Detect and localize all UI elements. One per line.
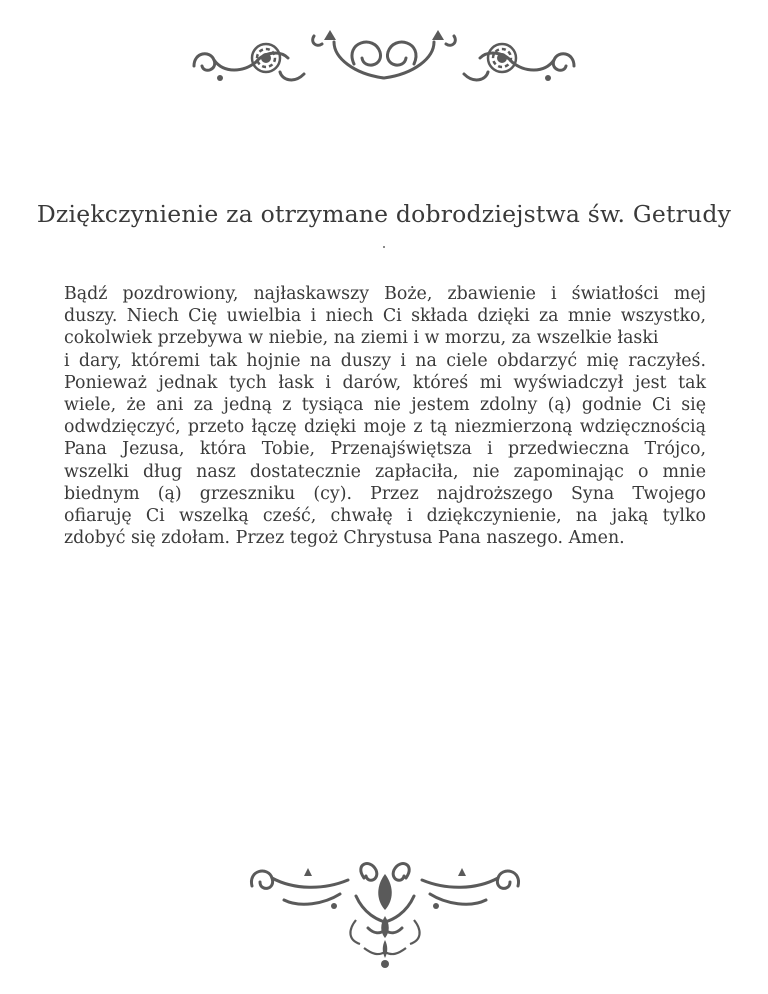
floral-drop-ornament-icon [244, 860, 526, 970]
text-line: cokolwiek przebywa w niebie, na ziemi i w morzu, za wszelkie łaski [64, 328, 659, 349]
text-line: wszelki dług nasz dostatecznie zapłaciła, nie zapominając o mnie [64, 461, 706, 482]
text-line: i dary, któremi tak hojnie na duszy i na ciele obdarzyć mię raczyłeś. [64, 350, 706, 371]
text-line: Bądź pozdrowiony, najłaskawszy Boże, zbawienie i światłości mej [64, 284, 706, 304]
text-line: odwdzięczyć, przeto łączę dzięki moje z tą niezmierzoną wdzięcznością [64, 417, 706, 438]
prayer-text [64, 283, 706, 549]
text-line: Ponieważ jednak tych łask i darów, któreś mi wyświadczył jest tak [64, 372, 706, 393]
text-line: ofiaruję Ci wszelką cześć, chwałę i dziękczynienie, na jaką tylko [64, 506, 706, 527]
divider-dot [383, 246, 385, 248]
text-line: Pana Jezusa, która Tobie, Przenajświętsza i przedwieczna Trójco, [64, 439, 706, 460]
text-line: zdobyć się zdołam. Przez tegoż Chrystusa Pana naszego. Amen. [64, 528, 625, 549]
text-line: biednym (ą) grzeszniku (cy). Przez najdroższego Syna Twojego [64, 483, 706, 504]
floral-scroll-ornament-icon [184, 22, 584, 94]
text-line: duszy. Niech Cię uwielbia i niech Ci składa dzięki za mnie wszystko, [64, 306, 706, 327]
page-title: Dziękczynienie za otrzymane dobrodziejstwa św. Getrudy [36, 200, 732, 228]
text-line: wiele, że ani za jedną z tysiąca nie jestem zdolny (ą) godnie Ci się [64, 395, 706, 416]
